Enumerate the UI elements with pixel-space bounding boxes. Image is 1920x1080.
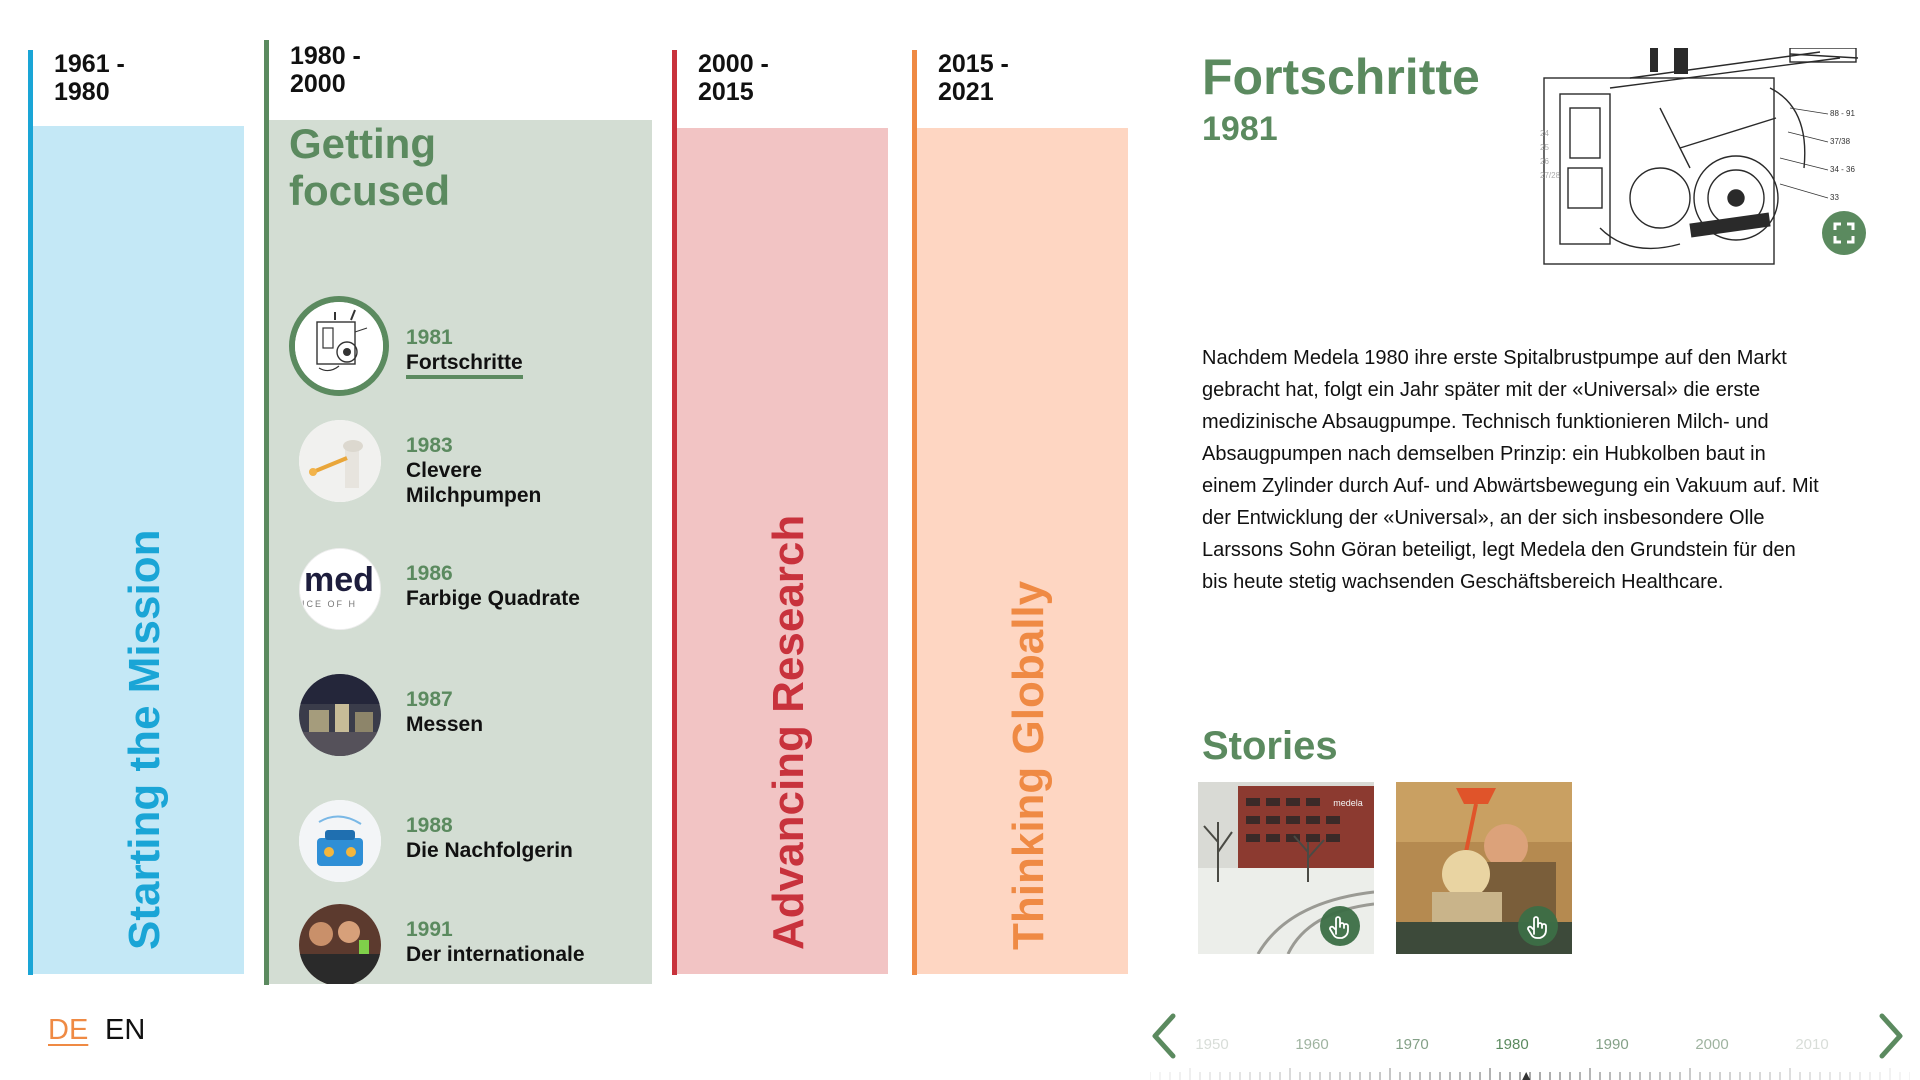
timeline-decade-labels bbox=[1190, 1036, 1850, 1056]
item-text bbox=[406, 326, 523, 379]
item-text bbox=[406, 562, 580, 611]
breast-pump-thumbnail bbox=[299, 420, 381, 502]
people-thumbnail bbox=[299, 904, 381, 984]
language-de-link[interactable]: DE bbox=[48, 1014, 89, 1046]
list-item-1987[interactable] bbox=[289, 660, 649, 760]
list-item-1986[interactable] bbox=[289, 534, 649, 634]
item-year: 1987 bbox=[406, 688, 453, 711]
timeline-ruler[interactable] bbox=[1150, 1068, 1910, 1080]
timeline-label-current[interactable]: 1980 bbox=[1495, 1036, 1529, 1053]
technical-drawing-image[interactable] bbox=[1540, 48, 1868, 268]
era-panel bbox=[269, 120, 652, 984]
timeline-label[interactable]: 2010 bbox=[1795, 1036, 1829, 1053]
timeline-label[interactable]: 1960 bbox=[1295, 1036, 1329, 1053]
svg-text:34 - 36: 34 - 36 bbox=[1830, 165, 1855, 174]
svg-text:37/38: 37/38 bbox=[1830, 137, 1851, 146]
timeline-next-button[interactable] bbox=[1872, 1010, 1912, 1062]
detail-year: 1981 bbox=[1202, 110, 1278, 148]
item-title: Farbige Quadrate bbox=[406, 587, 580, 610]
era-title: Getting focused bbox=[289, 120, 451, 214]
era-title: Advancing Research bbox=[764, 514, 813, 950]
svg-text:ICE OF H: ICE OF H bbox=[302, 599, 358, 609]
list-item-1988[interactable] bbox=[289, 786, 649, 886]
language-en-link[interactable]: EN bbox=[105, 1014, 146, 1046]
era-years: 1961 - 1980 bbox=[54, 50, 125, 106]
svg-text:med: med bbox=[304, 561, 374, 599]
item-year: 1988 bbox=[406, 814, 453, 837]
timeline-label[interactable]: 2000 bbox=[1695, 1036, 1729, 1053]
chevron-left-icon bbox=[1143, 1010, 1183, 1062]
svg-text:24: 24 bbox=[1540, 129, 1549, 138]
svg-text:26: 26 bbox=[1540, 157, 1549, 166]
story-card-2[interactable] bbox=[1396, 782, 1572, 954]
list-item-1991[interactable] bbox=[289, 890, 649, 984]
blue-pump-thumbnail bbox=[299, 800, 381, 882]
stories-heading: Stories bbox=[1202, 724, 1338, 768]
era-years: 1980 - 2000 bbox=[290, 42, 361, 98]
item-year: 1986 bbox=[406, 562, 453, 585]
list-item-1981[interactable] bbox=[289, 296, 649, 396]
trade-fair-thumbnail bbox=[299, 674, 381, 756]
tap-hand-icon bbox=[1320, 906, 1360, 946]
tap-hand-icon bbox=[1518, 906, 1558, 946]
svg-text:33: 33 bbox=[1830, 193, 1839, 202]
timeline-label[interactable]: 1950 bbox=[1195, 1036, 1229, 1053]
detail-body-text: Nachdem Medela 1980 ihre erste Spitalbrustpumpe auf den Markt gebracht hat, folgt ein Jahr später mit der «Universal» die erste medizinische Absaugpumpe. Technisch funktionieren Milch- und Absaugpumpen nach demselben Prinzip: ein Hubkolben baut in einem Zylinder durch Auf- und Abwärtsbewegung ein Vakuum auf. Mit der Entwicklung der «Universal», an der sich insbesondere Olle Larssons Sohn Göran beteiligt, legt Medela den Grundstein für den bis heute stetig wachsenden Geschäftsbereich Healthcare. bbox=[1202, 347, 1819, 593]
item-title: Clevere Milchpumpen bbox=[406, 459, 542, 507]
timeline-label[interactable]: 1990 bbox=[1595, 1036, 1629, 1053]
item-text bbox=[406, 434, 606, 508]
svg-text:medela: medela bbox=[1333, 798, 1363, 808]
era-years: 2015 - 2021 bbox=[938, 50, 1009, 106]
item-text bbox=[406, 688, 483, 737]
era-years: 2000 - 2015 bbox=[698, 50, 769, 106]
item-title: Messen bbox=[406, 713, 484, 736]
item-title: Der internationale bbox=[406, 943, 585, 966]
technical-drawing-thumbnail bbox=[289, 296, 389, 396]
detail-title: Fortschritte bbox=[1202, 49, 1480, 105]
svg-text:25: 25 bbox=[1540, 143, 1549, 152]
era-title: Thinking Globally bbox=[1004, 580, 1053, 950]
medela-logo-thumbnail bbox=[299, 548, 381, 630]
expand-icon bbox=[1822, 211, 1866, 255]
timeline-label[interactable]: 1970 bbox=[1395, 1036, 1429, 1053]
list-item-1983[interactable] bbox=[289, 406, 649, 506]
item-title: Die Nachfolgerin bbox=[406, 839, 573, 862]
item-year: 1991 bbox=[406, 918, 453, 941]
item-text bbox=[406, 918, 585, 967]
item-year: 1983 bbox=[406, 434, 453, 457]
chevron-right-icon bbox=[1872, 1010, 1912, 1062]
item-title: Fortschritte bbox=[406, 350, 523, 379]
timeline-prev-button[interactable] bbox=[1143, 1010, 1183, 1062]
item-year: 1981 bbox=[406, 326, 453, 349]
svg-text:88 - 91: 88 - 91 bbox=[1830, 109, 1855, 118]
item-text bbox=[406, 814, 573, 863]
era-title: Starting the Mission bbox=[120, 529, 169, 950]
expand-image-button[interactable] bbox=[1822, 211, 1866, 255]
svg-text:27/28: 27/28 bbox=[1540, 171, 1561, 180]
story-card-1[interactable] bbox=[1198, 782, 1374, 954]
